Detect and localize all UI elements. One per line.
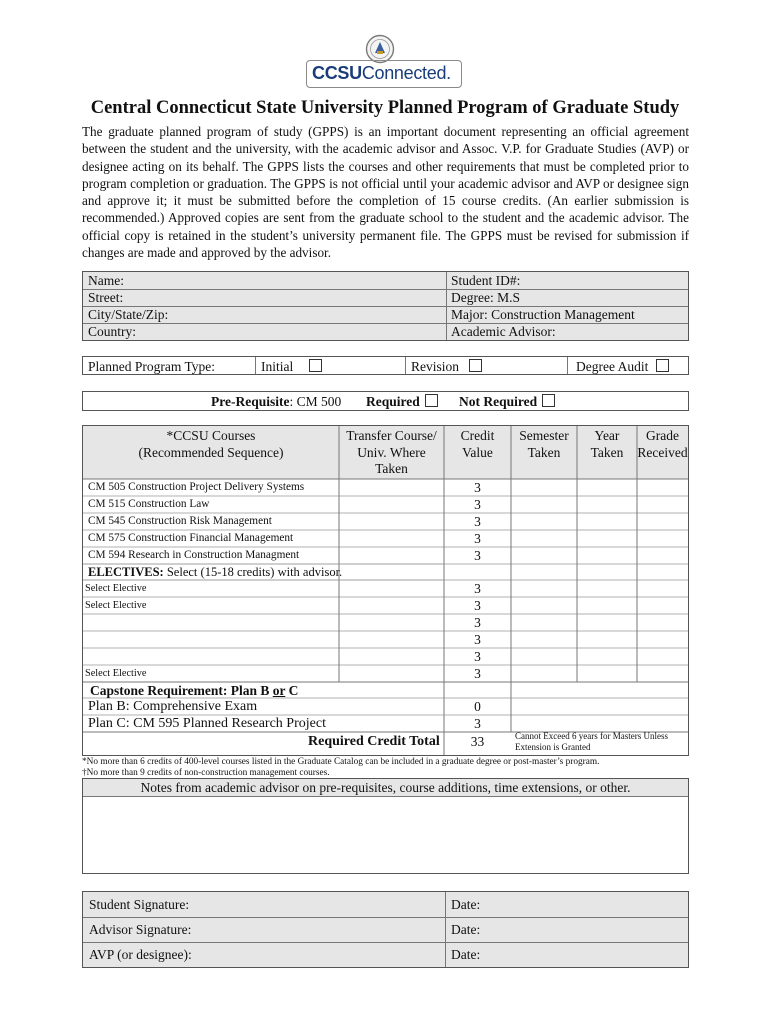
header-year-taken: Year Taken (590, 428, 624, 460)
student-info-table (82, 271, 689, 341)
academic-advisor-field[interactable]: Academic Advisor: (451, 324, 556, 339)
degree-audit-checkbox[interactable] (656, 359, 669, 372)
required-credit-total-label: Required Credit Total (308, 734, 440, 749)
advisor-notes-header: Notes from academic advisor on pre-requisites, course additions, time extensions, or other. (140, 780, 631, 795)
required-option[interactable]: Required (366, 393, 438, 410)
course-table (82, 425, 689, 756)
credit-value: 3 (474, 581, 481, 596)
initial-checkbox[interactable] (309, 359, 322, 372)
credit-value: 3 (474, 514, 481, 529)
required-checkbox[interactable] (425, 394, 438, 407)
header-transfer-course: Transfer Course/ Univ. Where Taken (346, 428, 437, 476)
credit-value: 3 (474, 649, 481, 664)
degree-field: Degree: M.S (451, 290, 520, 305)
name-field[interactable]: Name: (88, 273, 124, 288)
select-elective-dropdown[interactable]: Select Elective (85, 668, 147, 679)
credit-value: 3 (474, 666, 481, 681)
degree-audit-option[interactable]: Degree Audit (576, 358, 669, 375)
signature-table (82, 891, 689, 968)
header-credit-value: Credit Value (460, 428, 495, 460)
ccsu-connected-logo: CCSUConnected. (312, 63, 451, 83)
avp-signature-field[interactable]: AVP (or designee): (89, 947, 192, 962)
credit-value: 3 (474, 548, 481, 563)
prerequisite-row (82, 391, 689, 411)
not-required-checkbox[interactable] (542, 394, 555, 407)
revision-option[interactable]: Revision (411, 358, 482, 375)
not-required-option[interactable]: Not Required (459, 393, 555, 410)
planned-program-type-label: Planned Program Type: (88, 359, 216, 374)
country-field[interactable]: Country: (88, 324, 137, 339)
street-field[interactable]: Street: (88, 290, 124, 305)
credit-value: 3 (474, 531, 481, 546)
advisor-date-field[interactable]: Date: (451, 922, 481, 937)
initial-option[interactable]: Initial (261, 358, 322, 375)
planned-program-type-row (82, 356, 689, 375)
advisor-notes-box (82, 778, 689, 874)
credit-value: 3 (474, 632, 481, 647)
time-limit-note: Cannot Exceed 6 years for Masters Unless Extension is Granted (515, 731, 668, 752)
table-row: CM 545 Construction Risk Management (88, 515, 272, 527)
credit-value: 3 (474, 497, 481, 512)
advisor-signature-field[interactable]: Advisor Signature: (89, 922, 192, 937)
major-field: Major: Construction Management (451, 307, 635, 322)
avp-date-field[interactable]: Date: (451, 947, 481, 962)
table-row: CM 594 Research in Construction Managment (88, 549, 300, 561)
credit-value: 3 (474, 598, 481, 613)
header-semester-taken: Semester Taken (519, 428, 569, 460)
credit-value: 3 (474, 615, 481, 630)
plan-b-row: Plan B: Comprehensive Exam (88, 699, 258, 714)
revision-checkbox[interactable] (469, 359, 482, 372)
table-row: CM 575 Construction Financial Management (88, 532, 294, 544)
electives-label: ELECTIVES: Select (15-18 credits) with advisor. (88, 565, 343, 579)
advisor-notes-area[interactable] (83, 797, 688, 873)
student-id-field[interactable]: Student ID#: (451, 273, 521, 288)
plan-c-row: Plan C: CM 595 Planned Research Project (88, 716, 326, 731)
table-row: CM 505 Construction Project Delivery Systems (88, 481, 305, 493)
footnote-400-level: *No more than 6 credits of 400-level courses listed in the Graduate Catalog can be included in a graduate degree or post-master’s program. (82, 757, 600, 767)
city-state-zip-field[interactable]: City/State/Zip: (88, 307, 169, 322)
select-elective-dropdown[interactable]: Select Elective (85, 600, 147, 611)
header-ccsu-courses: *CCSU Courses (Recommended Sequence) (138, 428, 284, 460)
intro-paragraph: The graduate planned program of study (GPPS) is an important document representing an official agreement between the student and the university, with the academic advisor and Assoc. V.P. for Graduate Studies (AVP) or designee acting on its behalf. The GPPS lists the courses and other requirements that must be completed prior to program completion or graduation. The GPPS is not official until your academic advisor and AVP or designee sign and approve it; it must be submitted before the completion of 15 course credits. (An earlier submission is recommended.) Approved copies are sent from the graduate school to the student and the academic advisor. The official copy is retained in the student’s university permanent file. The GPPS must be revised for submission if changes are made and approved by the advisor. (82, 124, 689, 261)
credit-value: 3 (474, 716, 481, 731)
required-credit-total-value: 33 (470, 734, 485, 749)
student-signature-field[interactable]: Student Signature: (89, 897, 190, 912)
student-date-field[interactable]: Date: (451, 897, 481, 912)
select-elective-dropdown[interactable]: Select Elective (85, 583, 147, 594)
credit-value: 0 (474, 699, 481, 714)
capstone-label: Capstone Requirement: Plan B or C (90, 683, 299, 698)
page-title: Central Connecticut State University Planned Program of Graduate Study (90, 98, 680, 118)
table-row: CM 515 Construction Law (88, 498, 210, 510)
prerequisite-text: Pre-Requisite: CM 500 (211, 394, 342, 409)
credit-value: 3 (474, 480, 481, 495)
header-grade-received: Grade Received (637, 428, 688, 460)
footnote-non-construction: †No more than 9 credits of non-construction management courses. (82, 768, 330, 778)
